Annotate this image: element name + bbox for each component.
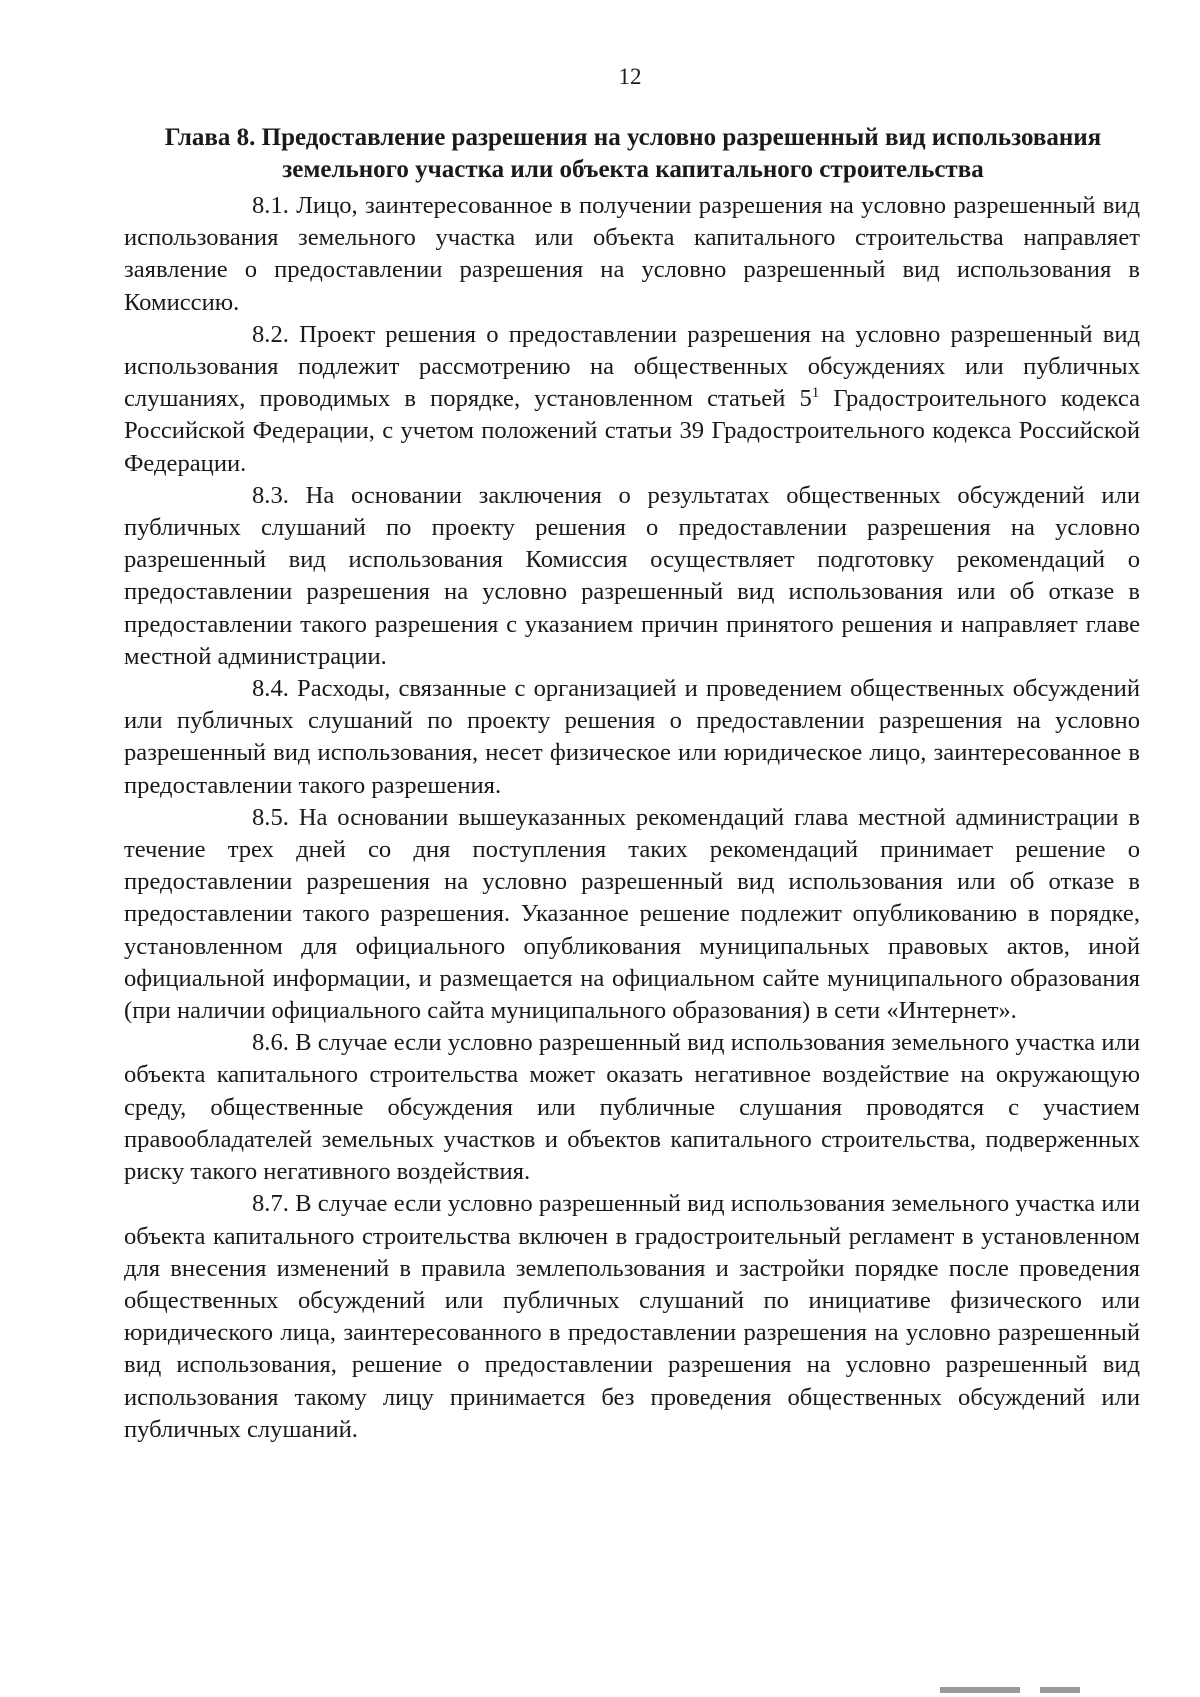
paragraph-number: 8.1. (252, 192, 289, 219)
paragraph-number: 8.4. (252, 675, 289, 703)
paragraph-text-continued: Градостроительного кодекса Российской Федерации, с учетом положений статьи 39 Градостроительного кодекса Российской Федерации. (124, 385, 1140, 477)
page-number: 12 (618, 64, 642, 89)
paragraph-text: Расходы, связанные с организацией и проведением общественных обсуждений или публичных слушаний по проекту решения о предоставлении разрешения на условно разрешенный вид использования, несет физическое или юридическое лицо, заинтересованное в предоставлении такого разрешения. (124, 675, 1140, 799)
paragraph-text: В случае если условно разрешенный вид использования земельного участка или объекта капитального строительства включен в градостроительный регламент в установленном для внесения изменений в правила землепользования и застройки порядке после проведения общественных обсуждений или публичных слушаний по инициативе физического или юридического лица, заинтересованного в предоставлении разрешения на условно разрешенный вид использования, решение о предоставлении разрешения на условно разрешенный вид использования такому лицу принимается без проведения общественных обсуждений или публичных слушаний. (124, 1190, 1140, 1443)
paragraph-text: В случае если условно разрешенный вид использования земельного участка или объекта капитального строительства может оказать негативное воздействие на окружающую среду, общественные обсуждения или публичные слушания проводятся с участием правообладателей земельных участков и объектов капитального строительства, подверженных риску такого негативного воздействия. (124, 1029, 1140, 1186)
paragraph-number: 8.6. (252, 1029, 289, 1057)
paragraph-8-4 (124, 673, 1140, 802)
paragraph-8-5 (124, 802, 1140, 1027)
paragraph-8-7 (124, 1188, 1140, 1446)
paragraph-text: На основании вышеуказанных рекомендаций глава местной администрации в течение трех дней со дня поступления таких рекомендаций принимает решение о предоставлении разрешения на условно разрешенный вид использования или об отказе в предоставлении такого разрешения. Указанное решение подлежит опубликованию в порядке, установленном для официального опубликования муниципальных правовых актов, иной официальной информации, и размещается на официальном сайте муниципального образования (при наличии официального сайта муниципального образования) в сети «Интернет». (124, 803, 1140, 1025)
paragraph-number: 8.5. (252, 803, 289, 831)
paragraph-text: Лицо, заинтересованное в получении разрешения на условно разрешенный вид использования земельного участка или объекта капитального строительства направляет заявление о предоставлении разрешения на условно разрешенный вид использования в Комиссию. (124, 192, 1140, 316)
scan-edge-mark (1040, 1687, 1080, 1693)
paragraph-number: 8.7. (252, 1190, 289, 1218)
chapter-body (124, 190, 1140, 1446)
chapter-title: Глава 8. Предоставление разрешения на условно разрешенный вид использования земельного участка или объекта капитального строительства (164, 124, 1102, 183)
paragraph-text: На основании заключения о результатах общественных обсуждений или публичных слушаний по проекту решения о предоставлении разрешения на условно разрешенный вид использования Комиссия осуществляет подготовку рекомендаций о предоставлении разрешения на условно разрешенный вид использования или об отказе в предоставлении такого разрешения с указанием причин принятого решения и направляет главе местной администрации. (124, 481, 1140, 670)
paragraph-8-2 (124, 319, 1140, 480)
scan-edge-mark (940, 1687, 1020, 1693)
paragraph-8-1 (124, 190, 1140, 319)
paragraph-number: 8.2. (252, 320, 289, 348)
paragraph-number: 8.3. (252, 481, 289, 509)
article-superscript: 1 (811, 385, 820, 402)
paragraph-text: Проект решения о предоставлении разрешения на условно разрешенный вид использования подлежит рассмотрению на общественных обсуждениях или публичных слушаниях, проводимых в порядке, установленном статьей 5 (124, 320, 1140, 413)
paragraph-8-3 (124, 480, 1140, 673)
paragraph-8-6 (124, 1027, 1140, 1188)
